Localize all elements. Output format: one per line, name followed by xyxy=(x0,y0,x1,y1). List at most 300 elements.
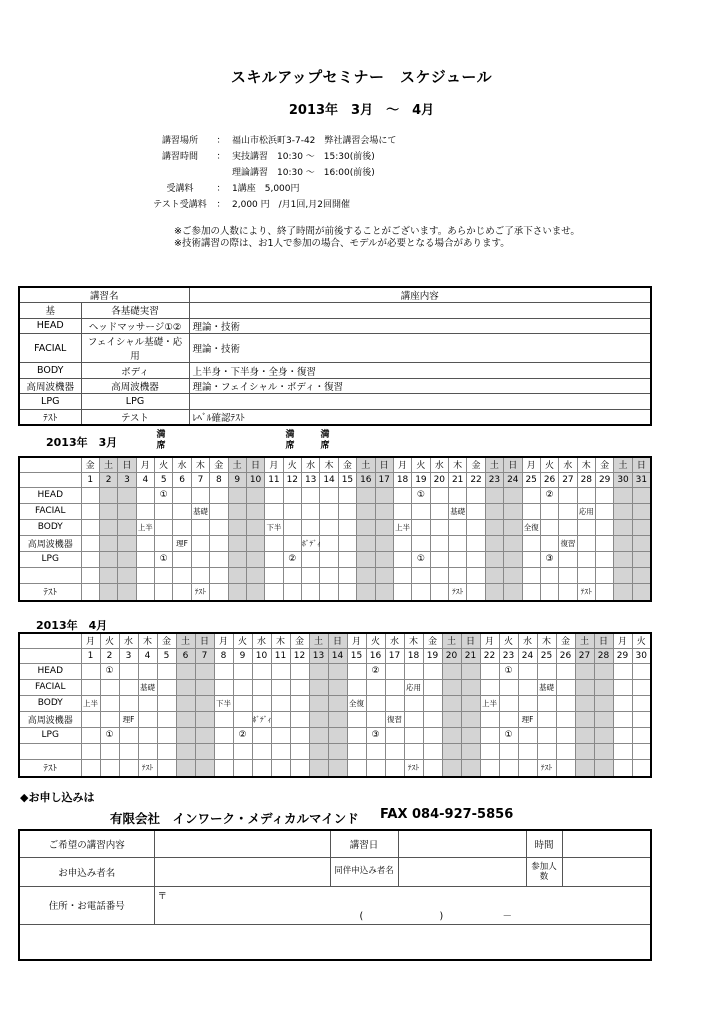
schedule-cell xyxy=(499,695,518,711)
course-name: ボディ xyxy=(81,363,189,379)
schedule-cell xyxy=(577,567,595,583)
schedule-cell xyxy=(328,663,347,679)
course-name: ヘッドマッサージ①② xyxy=(81,318,189,334)
schedule-cell xyxy=(138,727,157,743)
schedule-cell xyxy=(577,487,595,503)
weekday-cell: 日 xyxy=(632,457,651,472)
date-field[interactable] xyxy=(398,830,526,857)
schedule-cell xyxy=(632,695,651,711)
companion-field[interactable] xyxy=(398,857,526,886)
schedule-cell xyxy=(537,743,556,759)
address-field[interactable] xyxy=(154,886,651,924)
schedule-cell xyxy=(485,535,503,551)
schedule-cell xyxy=(467,519,485,535)
schedule-cell xyxy=(210,519,228,535)
date-cell: 17 xyxy=(385,648,404,663)
schedule-cell xyxy=(136,551,154,567)
schedule-cell xyxy=(157,759,176,777)
schedule-cell xyxy=(320,551,338,567)
schedule-cell xyxy=(157,727,176,743)
schedule-cell xyxy=(577,535,595,551)
schedule-cell xyxy=(119,695,138,711)
schedule-cell xyxy=(233,663,252,679)
course-content xyxy=(189,303,651,319)
weekday-cell: 日 xyxy=(504,457,522,472)
schedule-cell xyxy=(252,663,271,679)
info-value: 1講座 5,000円 xyxy=(232,184,300,194)
schedule-cell xyxy=(430,519,448,535)
schedule-event: ﾃｽﾄ xyxy=(449,583,467,601)
info-label: 受講料 xyxy=(166,184,194,194)
schedule-cell xyxy=(320,487,338,503)
schedule-cell xyxy=(537,727,556,743)
date-cell: 29 xyxy=(596,472,614,487)
schedule-cell xyxy=(228,519,246,535)
schedule-cell xyxy=(393,503,411,519)
weekday-cell: 火 xyxy=(366,633,385,648)
schedule-cell xyxy=(357,535,375,551)
schedule-cell xyxy=(347,759,366,777)
schedule-cell xyxy=(442,759,461,777)
schedule-cell xyxy=(118,535,136,551)
schedule-cell xyxy=(347,727,366,743)
schedule-cell xyxy=(423,711,442,727)
schedule-event: ① xyxy=(499,663,518,679)
schedule-cell xyxy=(328,743,347,759)
schedule-cell xyxy=(157,695,176,711)
schedule-cell xyxy=(309,759,328,777)
date-cell: 10 xyxy=(246,472,264,487)
schedule-cell xyxy=(522,487,540,503)
schedule-cell xyxy=(252,695,271,711)
schedule-cell xyxy=(155,583,173,601)
course-row xyxy=(19,334,651,363)
date-cell: 11 xyxy=(265,472,283,487)
schedule-cell xyxy=(302,567,320,583)
schedule-cell xyxy=(518,663,537,679)
schedule-cell xyxy=(480,759,499,777)
schedule-row xyxy=(19,551,651,567)
schedule-cell xyxy=(614,487,632,503)
time-field[interactable] xyxy=(562,830,651,857)
weekday-cell: 金 xyxy=(596,457,614,472)
schedule-event: 理F xyxy=(173,535,191,551)
info-row xyxy=(150,181,396,197)
schedule-cell xyxy=(271,759,290,777)
corner-cell xyxy=(19,648,81,663)
schedule-cell xyxy=(173,519,191,535)
weekday-cell: 土 xyxy=(99,457,117,472)
schedule-event: ③ xyxy=(366,727,385,743)
schedule-cell xyxy=(191,487,209,503)
schedule-cell xyxy=(366,679,385,695)
remarks-field[interactable] xyxy=(19,924,651,960)
schedule-row xyxy=(19,503,651,519)
date-cell: 25 xyxy=(537,648,556,663)
schedule-event: 全復 xyxy=(522,519,540,535)
schedule-cell xyxy=(157,663,176,679)
date-cell: 6 xyxy=(176,648,195,663)
date-cell: 24 xyxy=(518,648,537,663)
schedule-cell xyxy=(632,743,651,759)
schedule-cell xyxy=(99,567,117,583)
schedule-cell xyxy=(246,551,264,567)
schedule-cell xyxy=(504,583,522,601)
schedule-cell xyxy=(430,503,448,519)
schedule-cell xyxy=(430,535,448,551)
date-cell: 20 xyxy=(430,472,448,487)
schedule-cell xyxy=(138,711,157,727)
date-cell: 8 xyxy=(210,472,228,487)
schedule-cell xyxy=(596,567,614,583)
info-row xyxy=(150,149,396,165)
phone-close: ) xyxy=(439,910,444,922)
schedule-cell xyxy=(442,743,461,759)
schedule-row-label: HEAD xyxy=(19,663,81,679)
schedule-cell xyxy=(100,695,119,711)
schedule-cell xyxy=(449,567,467,583)
schedule-cell xyxy=(537,711,556,727)
address-label: 住所・お電話番号 xyxy=(19,886,154,924)
schedule-cell xyxy=(233,711,252,727)
course-name: 各基礎実習 xyxy=(81,303,189,319)
info-label: テスト受講料 xyxy=(153,200,207,210)
schedule-cell xyxy=(119,759,138,777)
schedule-cell xyxy=(290,759,309,777)
schedule-cell xyxy=(613,679,632,695)
schedule-cell xyxy=(461,711,480,727)
schedule-cell xyxy=(191,535,209,551)
weekday-cell: 金 xyxy=(81,457,99,472)
companion-label: 同伴申込み者名 xyxy=(330,857,398,886)
schedule-cell xyxy=(136,503,154,519)
schedule-row-label: FACIAL xyxy=(19,679,81,695)
course-row xyxy=(19,303,651,319)
schedule-cell xyxy=(265,503,283,519)
schedule-cell xyxy=(518,727,537,743)
schedule-cell xyxy=(412,519,430,535)
course-code: LPG xyxy=(19,394,81,410)
schedule-cell xyxy=(577,519,595,535)
date-cell: 30 xyxy=(614,472,632,487)
date-cell: 29 xyxy=(613,648,632,663)
schedule-cell xyxy=(614,519,632,535)
schedule-cell xyxy=(504,519,522,535)
schedule-cell xyxy=(575,711,594,727)
schedule-cell xyxy=(214,711,233,727)
schedule-cell xyxy=(575,695,594,711)
schedule-cell xyxy=(430,567,448,583)
schedule-event: ① xyxy=(155,551,173,567)
schedule-cell xyxy=(614,503,632,519)
schedule-cell xyxy=(594,711,613,727)
schedule-cell xyxy=(393,567,411,583)
schedule-cell xyxy=(467,551,485,567)
notes xyxy=(174,226,580,250)
schedule-cell xyxy=(594,759,613,777)
schedule-cell xyxy=(338,487,356,503)
schedule-cell xyxy=(176,695,195,711)
schedule-cell xyxy=(613,695,632,711)
weekday-cell: 木 xyxy=(449,457,467,472)
schedule-cell xyxy=(632,711,651,727)
weekday-cell: 金 xyxy=(556,633,575,648)
schedule-cell xyxy=(504,551,522,567)
schedule-cell xyxy=(613,711,632,727)
weekday-cell: 月 xyxy=(480,633,499,648)
march-heading: 2013年 3月 xyxy=(46,436,118,449)
schedule-event: 基礎 xyxy=(449,503,467,519)
schedule-cell xyxy=(119,743,138,759)
date-cell: 23 xyxy=(485,472,503,487)
schedule-cell xyxy=(632,679,651,695)
schedule-cell xyxy=(467,487,485,503)
schedule-cell xyxy=(632,583,651,601)
schedule-cell xyxy=(302,551,320,567)
schedule-cell xyxy=(81,503,99,519)
schedule-cell xyxy=(594,743,613,759)
schedule-cell xyxy=(290,743,309,759)
date-cell: 5 xyxy=(155,472,173,487)
schedule-cell xyxy=(632,551,651,567)
schedule-cell xyxy=(522,503,540,519)
weekday-cell: 金 xyxy=(157,633,176,648)
schedule-cell xyxy=(594,695,613,711)
schedule-cell xyxy=(442,663,461,679)
course-header-row xyxy=(19,287,651,303)
schedule-cell xyxy=(191,567,209,583)
count-field[interactable] xyxy=(562,857,651,886)
date-cell: 10 xyxy=(252,648,271,663)
schedule-cell xyxy=(518,759,537,777)
schedule-cell xyxy=(540,567,558,583)
schedule-cell xyxy=(518,679,537,695)
schedule-cell xyxy=(119,663,138,679)
course-content: ﾚﾍﾞﾙ確認ﾃｽﾄ xyxy=(189,410,651,426)
schedule-cell xyxy=(176,743,195,759)
date-label: 講習日 xyxy=(330,830,398,857)
course-name: テスト xyxy=(81,410,189,426)
schedule-cell xyxy=(375,567,393,583)
schedule-cell xyxy=(328,679,347,695)
schedule-cell xyxy=(613,727,632,743)
schedule-event: 上半 xyxy=(81,695,100,711)
schedule-event: 上半 xyxy=(480,695,499,711)
weekday-cell: 土 xyxy=(614,457,632,472)
schedule-cell xyxy=(157,679,176,695)
schedule-cell xyxy=(357,551,375,567)
schedule-row-label: FACIAL xyxy=(19,503,81,519)
schedule-cell xyxy=(485,503,503,519)
schedule-event: 応用 xyxy=(577,503,595,519)
course-row xyxy=(19,394,651,410)
schedule-cell xyxy=(632,567,651,583)
schedule-cell xyxy=(81,679,100,695)
schedule-cell xyxy=(252,759,271,777)
schedule-cell xyxy=(575,759,594,777)
schedule-cell xyxy=(522,583,540,601)
schedule-cell xyxy=(393,535,411,551)
weekday-cell: 土 xyxy=(176,633,195,648)
schedule-cell xyxy=(632,519,651,535)
weekday-cell: 月 xyxy=(393,457,411,472)
schedule-cell xyxy=(357,487,375,503)
schedule-row xyxy=(19,535,651,551)
name-field[interactable] xyxy=(154,857,330,886)
schedule-cell xyxy=(575,727,594,743)
weekday-cell: 木 xyxy=(191,457,209,472)
corner-cell xyxy=(19,472,81,487)
schedule-cell xyxy=(99,519,117,535)
schedule-cell xyxy=(540,503,558,519)
schedule-cell xyxy=(393,583,411,601)
schedule-cell xyxy=(338,503,356,519)
company-name: 有限会社 インワーク・メディカルマインド xyxy=(110,811,359,826)
schedule-cell xyxy=(265,583,283,601)
schedule-cell xyxy=(210,567,228,583)
schedule-cell xyxy=(81,583,99,601)
schedule-cell xyxy=(385,695,404,711)
schedule-cell xyxy=(540,583,558,601)
schedule-cell xyxy=(375,551,393,567)
schedule-row-label: BODY xyxy=(19,519,81,535)
schedule-cell xyxy=(559,503,577,519)
schedule-cell xyxy=(357,567,375,583)
seminar-info xyxy=(150,133,396,213)
schedule-cell xyxy=(283,535,301,551)
weekday-cell: 木 xyxy=(577,457,595,472)
date-cell: 28 xyxy=(594,648,613,663)
schedule-cell xyxy=(556,679,575,695)
schedule-cell xyxy=(522,535,540,551)
schedule-cell xyxy=(271,663,290,679)
weekday-cell: 火 xyxy=(233,633,252,648)
schedule-cell xyxy=(518,695,537,711)
schedule-cell xyxy=(210,487,228,503)
schedule-cell xyxy=(309,743,328,759)
schedule-event: ﾎﾞﾃﾞｨ xyxy=(252,711,271,727)
date-row xyxy=(19,648,651,663)
schedule-cell xyxy=(423,695,442,711)
schedule-cell xyxy=(614,551,632,567)
info-value: 理論講習 10:30 ～ 16:00(前後) xyxy=(232,168,375,178)
weekday-cell: 水 xyxy=(518,633,537,648)
schedule-row xyxy=(19,583,651,601)
schedule-cell xyxy=(246,519,264,535)
schedule-cell xyxy=(309,711,328,727)
schedule-cell xyxy=(404,695,423,711)
course-code: FACIAL xyxy=(19,334,81,363)
schedule-cell xyxy=(271,695,290,711)
name-label: お申込み者名 xyxy=(19,857,154,886)
course-name-header: 講習名 xyxy=(19,287,189,303)
schedule-cell xyxy=(442,711,461,727)
schedule-cell xyxy=(430,551,448,567)
schedule-cell xyxy=(559,583,577,601)
schedule-cell xyxy=(559,519,577,535)
schedule-cell xyxy=(404,663,423,679)
date-cell: 18 xyxy=(393,472,411,487)
schedule-cell xyxy=(155,567,173,583)
schedule-cell xyxy=(176,711,195,727)
april-calendar xyxy=(18,632,652,778)
date-cell: 21 xyxy=(449,472,467,487)
schedule-row-label: HEAD xyxy=(19,487,81,503)
schedule-cell xyxy=(559,551,577,567)
schedule-cell xyxy=(265,535,283,551)
schedule-event: 基礎 xyxy=(138,679,157,695)
schedule-cell xyxy=(423,679,442,695)
desired-course-label: ご希望の講習内容 xyxy=(19,830,154,857)
schedule-cell xyxy=(228,487,246,503)
schedule-event: ② xyxy=(366,663,385,679)
schedule-cell xyxy=(522,567,540,583)
schedule-cell xyxy=(613,743,632,759)
schedule-event: 下半 xyxy=(265,519,283,535)
schedule-cell xyxy=(485,583,503,601)
schedule-cell xyxy=(191,551,209,567)
schedule-cell xyxy=(271,743,290,759)
schedule-cell xyxy=(347,679,366,695)
schedule-cell xyxy=(195,727,214,743)
desired-course-field[interactable] xyxy=(154,830,330,857)
schedule-event: 基礎 xyxy=(537,679,556,695)
weekday-cell: 日 xyxy=(246,457,264,472)
schedule-cell xyxy=(138,743,157,759)
weekday-cell: 水 xyxy=(119,633,138,648)
schedule-cell xyxy=(504,535,522,551)
schedule-cell xyxy=(195,711,214,727)
schedule-cell xyxy=(271,711,290,727)
schedule-cell xyxy=(228,567,246,583)
schedule-cell xyxy=(518,743,537,759)
schedule-cell xyxy=(632,487,651,503)
schedule-row-label: ﾃｽﾄ xyxy=(19,759,81,777)
schedule-cell xyxy=(99,503,117,519)
schedule-cell xyxy=(357,583,375,601)
course-name: フェイシャル基礎・応用 xyxy=(81,334,189,363)
schedule-cell xyxy=(136,535,154,551)
date-cell: 4 xyxy=(138,648,157,663)
schedule-cell xyxy=(461,695,480,711)
schedule-cell xyxy=(136,487,154,503)
schedule-cell xyxy=(499,743,518,759)
date-cell: 12 xyxy=(283,472,301,487)
schedule-cell xyxy=(99,535,117,551)
full-mark: 満 席 xyxy=(156,430,166,451)
schedule-cell xyxy=(81,743,100,759)
schedule-row xyxy=(19,727,651,743)
schedule-cell xyxy=(540,535,558,551)
schedule-cell xyxy=(320,535,338,551)
date-cell: 4 xyxy=(136,472,154,487)
schedule-cell xyxy=(176,759,195,777)
schedule-cell xyxy=(480,743,499,759)
note-line: ※ご参加の人数により、終了時間が前後することがございます。あらかじめご了承下さいませ。 xyxy=(174,226,580,237)
schedule-cell xyxy=(214,679,233,695)
schedule-row xyxy=(19,663,651,679)
schedule-cell xyxy=(442,695,461,711)
schedule-cell xyxy=(155,535,173,551)
date-cell: 22 xyxy=(467,472,485,487)
schedule-cell xyxy=(430,583,448,601)
schedule-cell xyxy=(375,583,393,601)
weekday-cell: 火 xyxy=(540,457,558,472)
weekday-cell: 水 xyxy=(385,633,404,648)
weekday-cell: 火 xyxy=(632,633,651,648)
schedule-cell xyxy=(461,743,480,759)
schedule-cell xyxy=(320,503,338,519)
